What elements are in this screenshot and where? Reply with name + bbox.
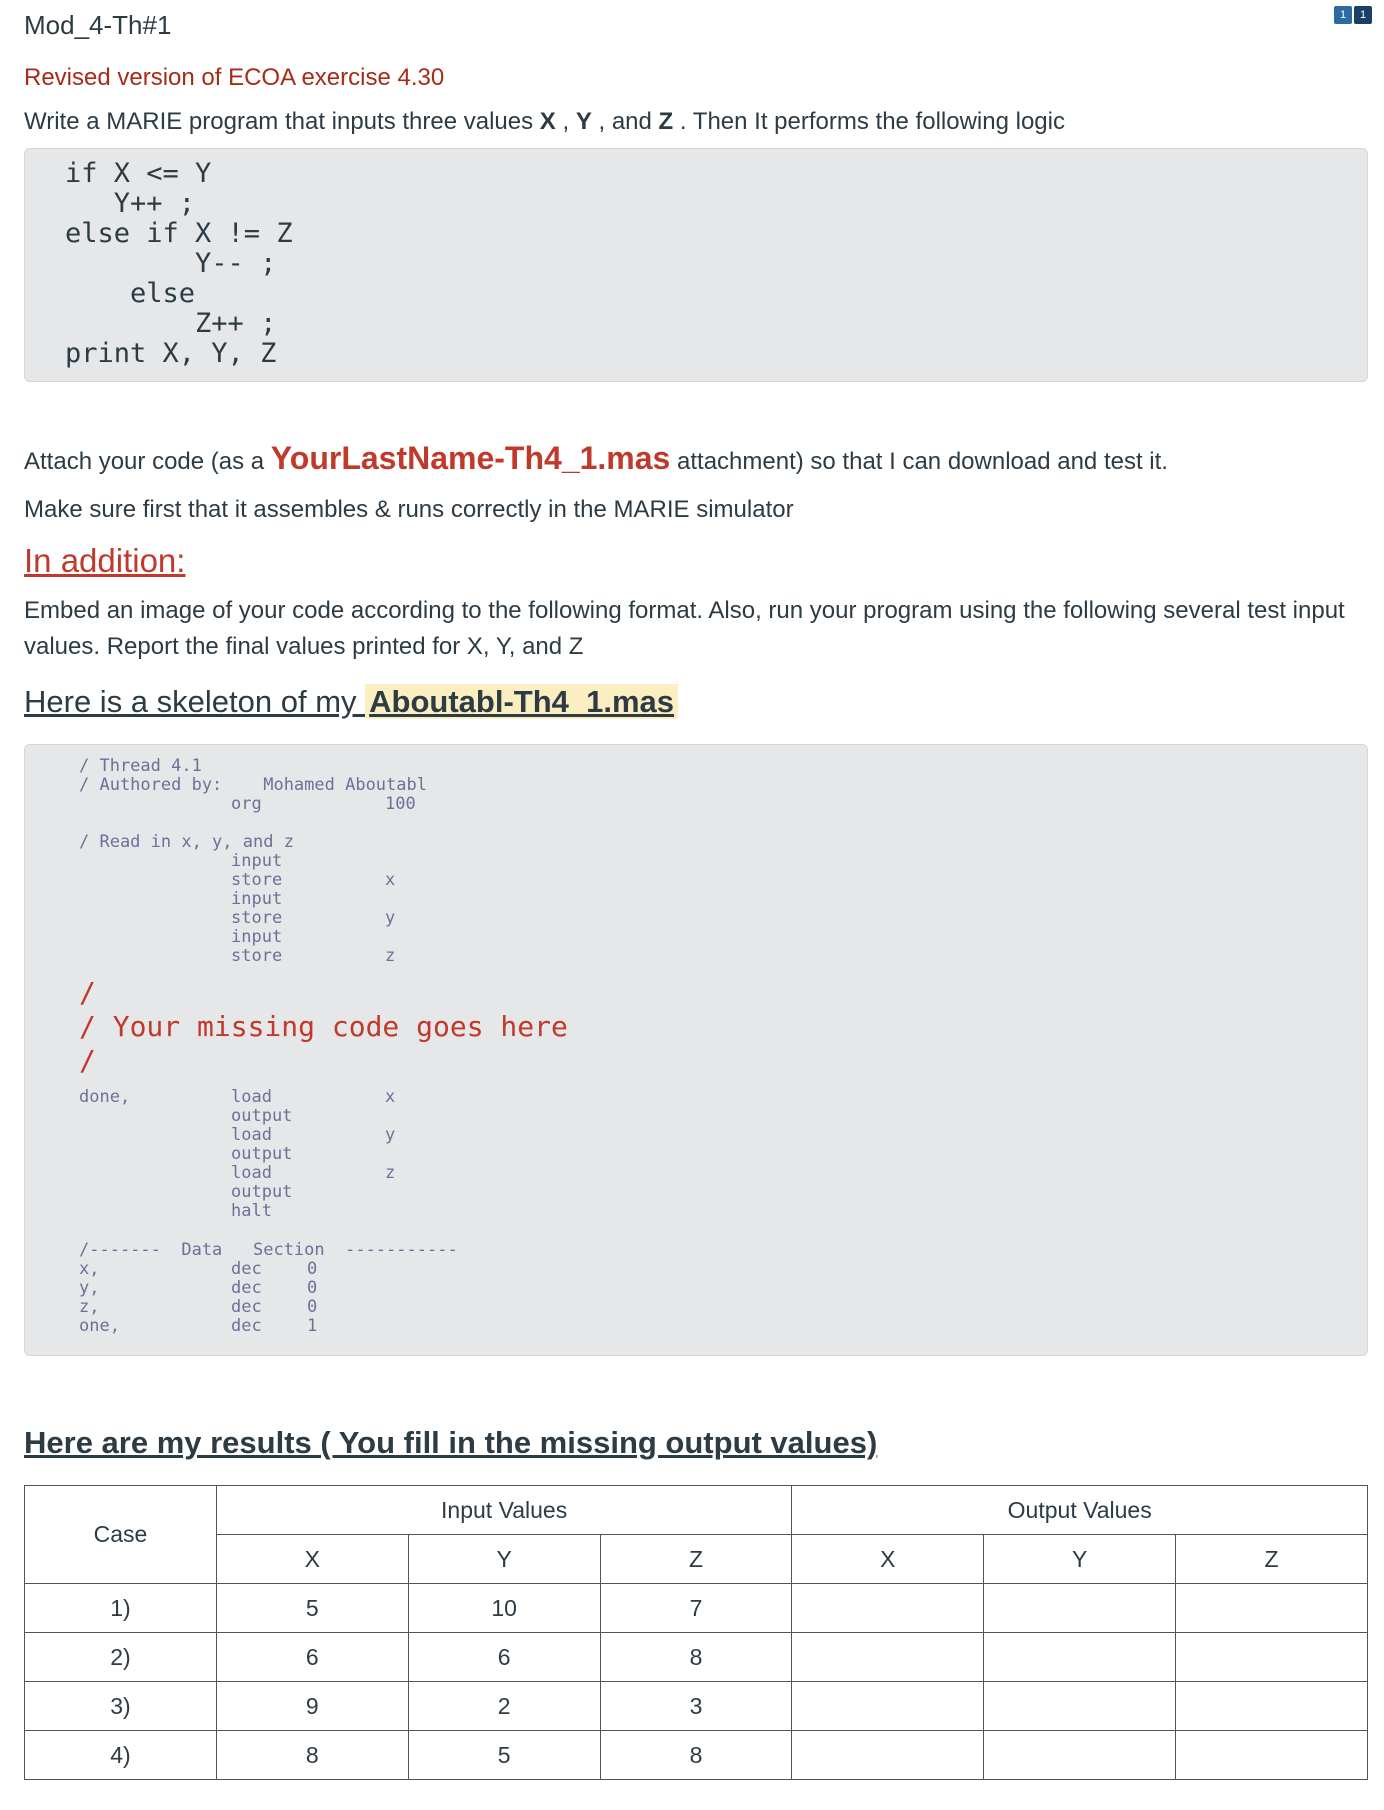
code-line: Y-- ;	[65, 248, 277, 279]
code-arg: y	[385, 908, 396, 928]
code-op: org	[231, 794, 262, 814]
code-op: dec	[231, 1316, 262, 1336]
make-sure-text: Make sure first that it assembles & runs correctly in the MARIE simulator	[24, 496, 794, 523]
output-z-cell[interactable]	[1176, 1584, 1368, 1633]
code-op: load	[231, 1087, 272, 1107]
attach-prefix: Attach your code (as a	[24, 448, 271, 475]
code-line: if X <= Y	[65, 158, 212, 189]
missing-code-marker: /	[79, 1044, 96, 1077]
logic-code-block	[24, 148, 1368, 382]
col-header: Z	[600, 1535, 792, 1584]
var-y: Y	[575, 108, 592, 135]
skeleton-code-block	[24, 744, 1368, 1356]
code-arg: 0	[307, 1259, 318, 1279]
page-badge[interactable]: 1	[1354, 6, 1372, 24]
code-arg: x	[385, 870, 396, 890]
case-cell: 2)	[25, 1633, 217, 1682]
input-y-cell: 5	[408, 1731, 600, 1780]
input-x-cell: 5	[216, 1584, 408, 1633]
attach-suffix: attachment) so that I can download and test it.	[670, 448, 1168, 475]
intro-suffix: . Then It performs the following logic	[673, 108, 1065, 135]
code-op: dec	[231, 1259, 262, 1279]
col-header: X	[792, 1535, 984, 1584]
code-op: store	[231, 870, 283, 890]
code-arg: z	[385, 1163, 396, 1183]
case-header: Case	[25, 1486, 217, 1584]
missing-code-marker: / Your missing code goes here	[79, 1010, 568, 1043]
skeleton-filename: Aboutabl-Th4_1.mas	[365, 684, 678, 719]
code-label: z,	[79, 1297, 100, 1317]
intro-prefix: Write a MARIE program that inputs three values	[24, 108, 540, 135]
case-cell: 1)	[25, 1584, 217, 1633]
table-row	[25, 1731, 1368, 1780]
var-x: X	[539, 108, 556, 135]
output-x-cell[interactable]	[792, 1682, 984, 1731]
code-arg: z	[385, 946, 396, 966]
attach-text	[24, 440, 1168, 477]
missing-code-marker: /	[79, 976, 96, 1009]
code-line: Y++ ;	[65, 188, 196, 219]
page-badges	[1334, 6, 1372, 24]
code-op: store	[231, 946, 283, 966]
code-op: halt	[231, 1201, 272, 1221]
input-y-cell: 10	[408, 1584, 600, 1633]
code-op: load	[231, 1125, 272, 1145]
attach-filename: YourLastName-Th4_1.mas	[270, 440, 671, 476]
table-subheader-row	[25, 1535, 1368, 1584]
table-row	[25, 1584, 1368, 1633]
code-line: else if X != Z	[65, 218, 293, 249]
code-arg: 0	[307, 1278, 318, 1298]
input-y-cell: 2	[408, 1682, 600, 1731]
input-x-cell: 8	[216, 1731, 408, 1780]
output-y-cell[interactable]	[984, 1633, 1176, 1682]
table-header-row	[25, 1486, 1368, 1535]
skeleton-heading	[24, 684, 678, 720]
code-op: store	[231, 908, 283, 928]
code-arg: 100	[385, 794, 416, 814]
input-x-cell: 9	[216, 1682, 408, 1731]
code-op: dec	[231, 1278, 262, 1298]
in-addition-heading: In addition:	[24, 542, 186, 579]
page-badge[interactable]: 1	[1334, 6, 1352, 24]
col-header: Y	[408, 1535, 600, 1584]
input-z-cell: 8	[600, 1633, 792, 1682]
code-label: y,	[79, 1278, 100, 1298]
output-values-header: Output Values	[792, 1486, 1368, 1535]
var-z: Z	[658, 108, 674, 135]
input-y-cell: 6	[408, 1633, 600, 1682]
input-z-cell: 8	[600, 1731, 792, 1780]
output-x-cell[interactable]	[792, 1731, 984, 1780]
input-z-cell: 3	[600, 1682, 792, 1731]
code-label: one,	[79, 1316, 120, 1336]
code-comment: /------- Data Section -----------	[79, 1240, 458, 1260]
col-header: X	[216, 1535, 408, 1584]
code-line: Z++ ;	[65, 308, 277, 339]
code-comment: / Authored by: Mohamed Aboutabl	[79, 775, 427, 795]
input-x-cell: 6	[216, 1633, 408, 1682]
intro-sep: , and	[591, 108, 659, 135]
code-label: x,	[79, 1259, 100, 1279]
code-op: load	[231, 1163, 272, 1183]
code-op: output	[231, 1182, 293, 1202]
intro-sep: ,	[555, 108, 576, 135]
code-label: done,	[79, 1087, 131, 1107]
output-x-cell[interactable]	[792, 1633, 984, 1682]
code-comment: / Read in x, y, and z	[79, 832, 294, 852]
col-header: Z	[1176, 1535, 1368, 1584]
exercise-subtitle: Revised version of ECOA exercise 4.30	[24, 64, 445, 91]
skeleton-heading-prefix: Here is a skeleton of my	[24, 684, 366, 719]
code-op: dec	[231, 1297, 262, 1317]
code-comment: / Thread 4.1	[79, 756, 202, 776]
case-cell: 3)	[25, 1682, 217, 1731]
results-heading: Here are my results ( You fill in the missing output values)	[24, 1425, 878, 1460]
code-op: input	[231, 851, 283, 871]
code-arg: 1	[307, 1316, 318, 1336]
output-z-cell[interactable]	[1176, 1633, 1368, 1682]
output-x-cell[interactable]	[792, 1584, 984, 1633]
code-line: else	[65, 278, 196, 309]
results-table	[24, 1485, 1368, 1780]
code-arg: 0	[307, 1297, 318, 1317]
embed-instructions: Embed an image of your code according to the following format. Also, run your program using the following several test input values. Report the final values printed for X, Y, and Z	[24, 597, 1345, 660]
case-cell: 4)	[25, 1731, 217, 1780]
code-op: output	[231, 1106, 293, 1126]
code-arg: x	[385, 1087, 396, 1107]
logic-code	[25, 149, 1367, 369]
output-y-cell[interactable]	[984, 1584, 1176, 1633]
intro-text	[24, 108, 1065, 136]
input-values-header: Input Values	[216, 1486, 792, 1535]
input-z-cell: 7	[600, 1584, 792, 1633]
output-y-cell[interactable]	[984, 1682, 1176, 1731]
code-op: input	[231, 927, 283, 947]
table-row	[25, 1682, 1368, 1731]
code-op: output	[231, 1144, 293, 1164]
col-header: Y	[984, 1535, 1176, 1584]
code-arg: y	[385, 1125, 396, 1145]
output-y-cell[interactable]	[984, 1731, 1176, 1780]
page-title: Mod_4-Th#1	[24, 10, 172, 40]
table-row	[25, 1633, 1368, 1682]
code-op: input	[231, 889, 283, 909]
output-z-cell[interactable]	[1176, 1731, 1368, 1780]
output-z-cell[interactable]	[1176, 1682, 1368, 1731]
code-line: print X, Y, Z	[65, 338, 277, 369]
